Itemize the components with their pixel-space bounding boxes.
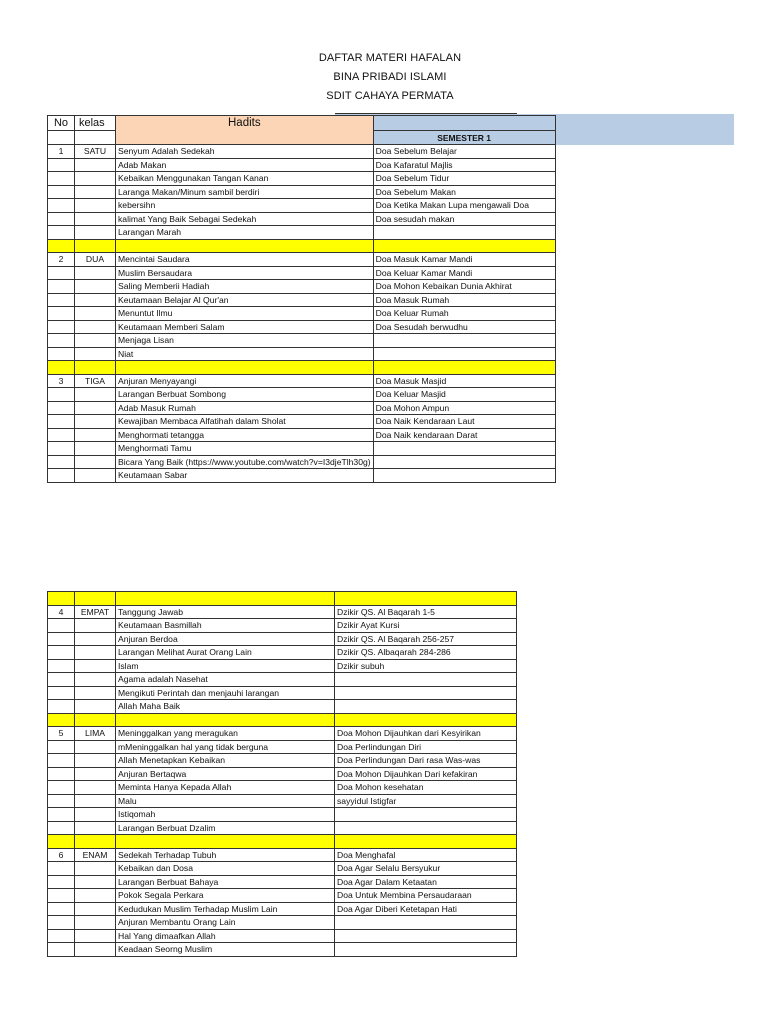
cell-hadits: Keutamaan Sabar: [116, 469, 374, 483]
cell-kelas: [75, 889, 116, 903]
cell-hadits: Anjuran Berdoa: [116, 632, 335, 646]
cell-hadits: Larangan Berbuat Dzalim: [116, 821, 335, 835]
cell-kelas: [75, 673, 116, 687]
cell-no: [48, 428, 75, 442]
cell-hadits: Menghormati Tamu: [116, 442, 374, 456]
cell-hadits: Anjuran Bertaqwa: [116, 767, 335, 781]
cell-doa: Doa Mohon Kebaikan Dunia Akhirat: [373, 280, 555, 294]
cell-hadits: [116, 239, 374, 253]
cell-no: [48, 673, 75, 687]
cell-kelas: [75, 875, 116, 889]
cell-hadits: Allah Menetapkan Kebaikan: [116, 754, 335, 768]
cell-doa: Doa Masuk Masjid: [373, 374, 555, 388]
cell-no: [48, 293, 75, 307]
cell-hadits: Larangan Marah: [116, 226, 374, 240]
cell-doa: [335, 821, 517, 835]
table-row: [48, 862, 517, 876]
cell-doa: [335, 916, 517, 930]
cell-no: [48, 943, 75, 957]
table-row: [48, 646, 517, 660]
separator-row: [48, 361, 556, 375]
cell-doa: [335, 929, 517, 943]
cell-kelas: [75, 280, 116, 294]
document-title: [250, 49, 530, 106]
cell-hadits: Anjuran Membantu Orang Lain: [116, 916, 335, 930]
cell-kelas: EMPAT: [75, 605, 116, 619]
cell-no: [48, 916, 75, 930]
cell-doa: Doa Mohon kesehatan: [335, 781, 517, 795]
cell-kelas: [75, 334, 116, 348]
table-row: [48, 619, 517, 633]
table-row: [48, 415, 556, 429]
cell-doa: Doa Ketika Makan Lupa mengawali Doa: [373, 199, 555, 213]
materi-table-2: [47, 591, 517, 957]
table-row: [48, 455, 556, 469]
cell-doa: Doa Masuk Rumah: [373, 293, 555, 307]
cell-kelas: [75, 307, 116, 321]
table-row: [48, 334, 556, 348]
cell-doa: Doa Agar Dalam Ketaatan: [335, 875, 517, 889]
cell-kelas: [75, 916, 116, 930]
cell-doa: Doa sesudah makan: [373, 212, 555, 226]
cell-kelas: [75, 713, 116, 727]
cell-doa: Doa Mohon Dijauhkan Dari kefakiran: [335, 767, 517, 781]
cell-doa: Doa Sesudah berwudhu: [373, 320, 555, 334]
table-row: [48, 280, 556, 294]
title-line-1: DAFTAR MATERI HAFALAN: [318, 52, 462, 64]
header-kelas: kelas: [75, 116, 116, 131]
cell-hadits: Kebaikan dan Dosa: [116, 862, 335, 876]
table-row: [48, 740, 517, 754]
cell-kelas: [75, 442, 116, 456]
cell-doa: Dzikir QS. Al Baqarah 1-5: [335, 605, 517, 619]
table-row: [48, 172, 556, 186]
cell-hadits: Saling Memberii Hadiah: [116, 280, 374, 294]
cell-doa: Doa Naik Kendaraan Laut: [373, 415, 555, 429]
cell-doa: [373, 239, 555, 253]
cell-doa: [373, 469, 555, 483]
table-subheader-row: [48, 131, 556, 145]
cell-hadits: Anjuran Menyayangi: [116, 374, 374, 388]
table-row: [48, 226, 556, 240]
cell-doa: [373, 442, 555, 456]
separator-row: [48, 592, 517, 606]
cell-doa: Doa Menghafal: [335, 848, 517, 862]
header-no: No: [48, 116, 75, 131]
table-row: [48, 185, 556, 199]
cell-kelas: [75, 619, 116, 633]
table-row: [48, 943, 517, 957]
cell-hadits: Keutamaan Belajar Al Qur'an: [116, 293, 374, 307]
cell-hadits: Malu: [116, 794, 335, 808]
cell-hadits: Muslim Bersaudara: [116, 266, 374, 280]
cell-hadits: Mencintai Saudara: [116, 253, 374, 267]
cell-kelas: [75, 226, 116, 240]
cell-hadits: Sedekah Terhadap Tubuh: [116, 848, 335, 862]
table-row: [48, 686, 517, 700]
cell-kelas: [75, 239, 116, 253]
cell-doa: [373, 226, 555, 240]
cell-kelas: [75, 455, 116, 469]
cell-hadits: Adab Masuk Rumah: [116, 401, 374, 415]
cell-no: [48, 455, 75, 469]
subheader-hadits-cell: [116, 131, 374, 145]
cell-hadits: Istiqomah: [116, 808, 335, 822]
cell-doa: [373, 334, 555, 348]
table-row: [48, 253, 556, 267]
header-semester: SEMESTER 1: [373, 131, 555, 145]
cell-hadits: kebersihn: [116, 199, 374, 213]
cell-kelas: DUA: [75, 253, 116, 267]
cell-doa: [373, 361, 555, 375]
table-row: [48, 781, 517, 795]
cell-no: 1: [48, 145, 75, 159]
table-row: [48, 794, 517, 808]
table-row: [48, 428, 556, 442]
cell-doa: Doa Agar Diberi Ketetapan Hati: [335, 902, 517, 916]
cell-kelas: [75, 320, 116, 334]
table-row: [48, 700, 517, 714]
cell-no: [48, 280, 75, 294]
cell-doa: [335, 673, 517, 687]
cell-no: [48, 862, 75, 876]
cell-doa: Doa Perlindungan Diri: [335, 740, 517, 754]
cell-no: [48, 158, 75, 172]
cell-no: [48, 469, 75, 483]
cell-kelas: TIGA: [75, 374, 116, 388]
cell-no: [48, 185, 75, 199]
table-row: [48, 469, 556, 483]
cell-hadits: Kewajiban Membaca Alfatihah dalam Sholat: [116, 415, 374, 429]
separator-row: [48, 239, 556, 253]
table-row: [48, 848, 517, 862]
cell-hadits: Larangan Berbuat Sombong: [116, 388, 374, 402]
cell-no: [48, 808, 75, 822]
cell-no: [48, 401, 75, 415]
table-row: [48, 158, 556, 172]
cell-doa: [335, 700, 517, 714]
cell-no: [48, 320, 75, 334]
cell-doa: Doa Sebelum Tidur: [373, 172, 555, 186]
cell-no: 6: [48, 848, 75, 862]
cell-no: [48, 619, 75, 633]
materi-table-1: [47, 115, 556, 483]
cell-no: [48, 266, 75, 280]
cell-kelas: [75, 293, 116, 307]
cell-hadits: Pokok Segala Perkara: [116, 889, 335, 903]
cell-no: 4: [48, 605, 75, 619]
table-row: [48, 401, 556, 415]
table-row: [48, 347, 556, 361]
cell-hadits: Larangan Melihat Aurat Orang Lain: [116, 646, 335, 660]
cell-doa: [335, 592, 517, 606]
header-hadits: Hadits: [116, 116, 374, 131]
table-row: [48, 808, 517, 822]
cell-no: [48, 172, 75, 186]
cell-kelas: [75, 401, 116, 415]
cell-kelas: LIMA: [75, 727, 116, 741]
cell-kelas: [75, 767, 116, 781]
cell-doa: Doa Naik kendaraan Darat: [373, 428, 555, 442]
subheader-no-cell: [48, 131, 75, 145]
cell-no: [48, 347, 75, 361]
cell-doa: Doa Keluar Masjid: [373, 388, 555, 402]
cell-no: [48, 334, 75, 348]
cell-kelas: [75, 199, 116, 213]
cell-kelas: [75, 686, 116, 700]
cell-kelas: [75, 740, 116, 754]
cell-kelas: [75, 592, 116, 606]
cell-hadits: Mengikuti Perintah dan menjauhi larangan: [116, 686, 335, 700]
cell-no: 5: [48, 727, 75, 741]
cell-doa: Doa Untuk Membina Persaudaraan: [335, 889, 517, 903]
table-row: [48, 212, 556, 226]
cell-hadits: Tanggung Jawab: [116, 605, 335, 619]
cell-hadits: Menjaga Lisan: [116, 334, 374, 348]
table-row: [48, 659, 517, 673]
cell-no: [48, 754, 75, 768]
cell-no: [48, 821, 75, 835]
cell-hadits: Menghormati tetangga: [116, 428, 374, 442]
cell-no: [48, 902, 75, 916]
table-header-row: [48, 116, 556, 131]
cell-kelas: [75, 808, 116, 822]
cell-kelas: [75, 185, 116, 199]
cell-kelas: [75, 929, 116, 943]
cell-hadits: [116, 713, 335, 727]
cell-no: [48, 199, 75, 213]
cell-kelas: [75, 835, 116, 849]
cell-doa: [373, 455, 555, 469]
cell-hadits: Senyum Adalah Sedekah: [116, 145, 374, 159]
cell-no: [48, 388, 75, 402]
table-row: [48, 442, 556, 456]
cell-doa: Doa Agar Selalu Bersyukur: [335, 862, 517, 876]
cell-no: [48, 307, 75, 321]
cell-kelas: [75, 428, 116, 442]
cell-hadits: Adab Makan: [116, 158, 374, 172]
cell-doa: [335, 713, 517, 727]
table-row: [48, 388, 556, 402]
cell-hadits: Agama adalah Nasehat: [116, 673, 335, 687]
cell-kelas: [75, 266, 116, 280]
cell-kelas: [75, 794, 116, 808]
cell-doa: Doa Kafaratul Majlis: [373, 158, 555, 172]
cell-hadits: Menuntut Ilmu: [116, 307, 374, 321]
table-row: [48, 673, 517, 687]
cell-no: [48, 632, 75, 646]
cell-no: [48, 686, 75, 700]
cell-doa: sayyidul Istigfar: [335, 794, 517, 808]
table-row: [48, 916, 517, 930]
cell-kelas: [75, 361, 116, 375]
cell-kelas: [75, 821, 116, 835]
cell-no: [48, 592, 75, 606]
cell-hadits: Allah Maha Baik: [116, 700, 335, 714]
header-semester-top: [373, 116, 555, 131]
cell-kelas: [75, 781, 116, 795]
cell-no: 2: [48, 253, 75, 267]
cell-doa: Doa Keluar Rumah: [373, 307, 555, 321]
cell-doa: [335, 808, 517, 822]
cell-kelas: [75, 646, 116, 660]
table-row: [48, 374, 556, 388]
cell-doa: Doa Perlindungan Dari rasa Was-was: [335, 754, 517, 768]
table-row: [48, 902, 517, 916]
cell-kelas: [75, 347, 116, 361]
table-row: [48, 727, 517, 741]
cell-doa: Doa Mohon Dijauhkan dari Kesyirikan: [335, 727, 517, 741]
cell-doa: Dzikir QS. Al Baqarah 256-257: [335, 632, 517, 646]
cell-kelas: [75, 388, 116, 402]
cell-kelas: [75, 172, 116, 186]
subheader-kelas-cell: [75, 131, 116, 145]
table-row: [48, 320, 556, 334]
cell-no: [48, 781, 75, 795]
cell-doa: [335, 943, 517, 957]
cell-no: [48, 835, 75, 849]
cell-doa: Doa Sebelum Makan: [373, 185, 555, 199]
table-row: [48, 821, 517, 835]
cell-no: [48, 659, 75, 673]
cell-kelas: [75, 659, 116, 673]
table-row: [48, 875, 517, 889]
separator-row: [48, 713, 517, 727]
cell-doa: Dzikir QS. Albaqarah 284-286: [335, 646, 517, 660]
cell-no: [48, 646, 75, 660]
cell-kelas: [75, 943, 116, 957]
table-row: [48, 145, 556, 159]
cell-hadits: Keadaan Seorng Muslim: [116, 943, 335, 957]
cell-no: [48, 442, 75, 456]
title-line-2: BINA PRIBADI ISLAMI: [333, 71, 447, 83]
table-row: [48, 199, 556, 213]
cell-no: [48, 361, 75, 375]
cell-kelas: [75, 158, 116, 172]
cell-kelas: [75, 862, 116, 876]
cell-kelas: ENAM: [75, 848, 116, 862]
cell-kelas: [75, 632, 116, 646]
cell-no: [48, 875, 75, 889]
cell-hadits: Laranga Makan/Minum sambil berdiri: [116, 185, 374, 199]
separator-row: [48, 835, 517, 849]
cell-doa: [335, 686, 517, 700]
cell-doa: Doa Masuk Kamar Mandi: [373, 253, 555, 267]
cell-hadits: Keutamaan Basmillah: [116, 619, 335, 633]
cell-hadits: mMeninggalkan hal yang tidak berguna: [116, 740, 335, 754]
cell-no: [48, 740, 75, 754]
cell-hadits: Meninggalkan yang meragukan: [116, 727, 335, 741]
cell-hadits: [116, 835, 335, 849]
cell-doa: Dzikir subuh: [335, 659, 517, 673]
table-row: [48, 889, 517, 903]
cell-doa: [373, 347, 555, 361]
cell-hadits: Larangan Berbuat Bahaya: [116, 875, 335, 889]
cell-doa: Doa Sebelum Belajar: [373, 145, 555, 159]
cell-kelas: [75, 754, 116, 768]
cell-kelas: [75, 469, 116, 483]
table-row: [48, 605, 517, 619]
cell-kelas: [75, 212, 116, 226]
cell-hadits: Kebaikan Menggunakan Tangan Kanan: [116, 172, 374, 186]
table-row: [48, 266, 556, 280]
table-row: [48, 929, 517, 943]
table-row: [48, 767, 517, 781]
cell-no: [48, 700, 75, 714]
cell-hadits: Meminta Hanya Kepada Allah: [116, 781, 335, 795]
cell-hadits: Hal Yang dimaafkan Allah: [116, 929, 335, 943]
title-line-3: SDIT CAHAYA PERMATA: [326, 90, 454, 102]
table-row: [48, 632, 517, 646]
cell-doa: Doa Keluar Kamar Mandi: [373, 266, 555, 280]
table-row: [48, 754, 517, 768]
cell-hadits: Keutamaan Memberi Salam: [116, 320, 374, 334]
cell-hadits: Kedudukan Muslim Terhadap Muslim Lain: [116, 902, 335, 916]
cell-hadits: [116, 592, 335, 606]
cell-no: [48, 415, 75, 429]
cell-hadits: [116, 361, 374, 375]
table-row: [48, 293, 556, 307]
cell-no: [48, 239, 75, 253]
table-row: [48, 307, 556, 321]
cell-no: [48, 226, 75, 240]
cell-no: [48, 713, 75, 727]
cell-doa: Doa Mohon Ampun: [373, 401, 555, 415]
cell-doa: Dzikir Ayat Kursi: [335, 619, 517, 633]
cell-hadits: Islam: [116, 659, 335, 673]
cell-hadits: Bicara Yang Baik (https://www.youtube.com/watch?v=I3djeTlh30g): [116, 455, 374, 469]
cell-hadits: Niat: [116, 347, 374, 361]
cell-no: 3: [48, 374, 75, 388]
cell-kelas: [75, 700, 116, 714]
header-top-line: [335, 113, 517, 114]
cell-no: [48, 889, 75, 903]
cell-no: [48, 212, 75, 226]
cell-kelas: [75, 415, 116, 429]
cell-kelas: SATU: [75, 145, 116, 159]
cell-hadits: kalimat Yang Baik Sebagai Sedekah: [116, 212, 374, 226]
cell-no: [48, 767, 75, 781]
cell-no: [48, 794, 75, 808]
cell-no: [48, 929, 75, 943]
cell-doa: [335, 835, 517, 849]
cell-kelas: [75, 902, 116, 916]
